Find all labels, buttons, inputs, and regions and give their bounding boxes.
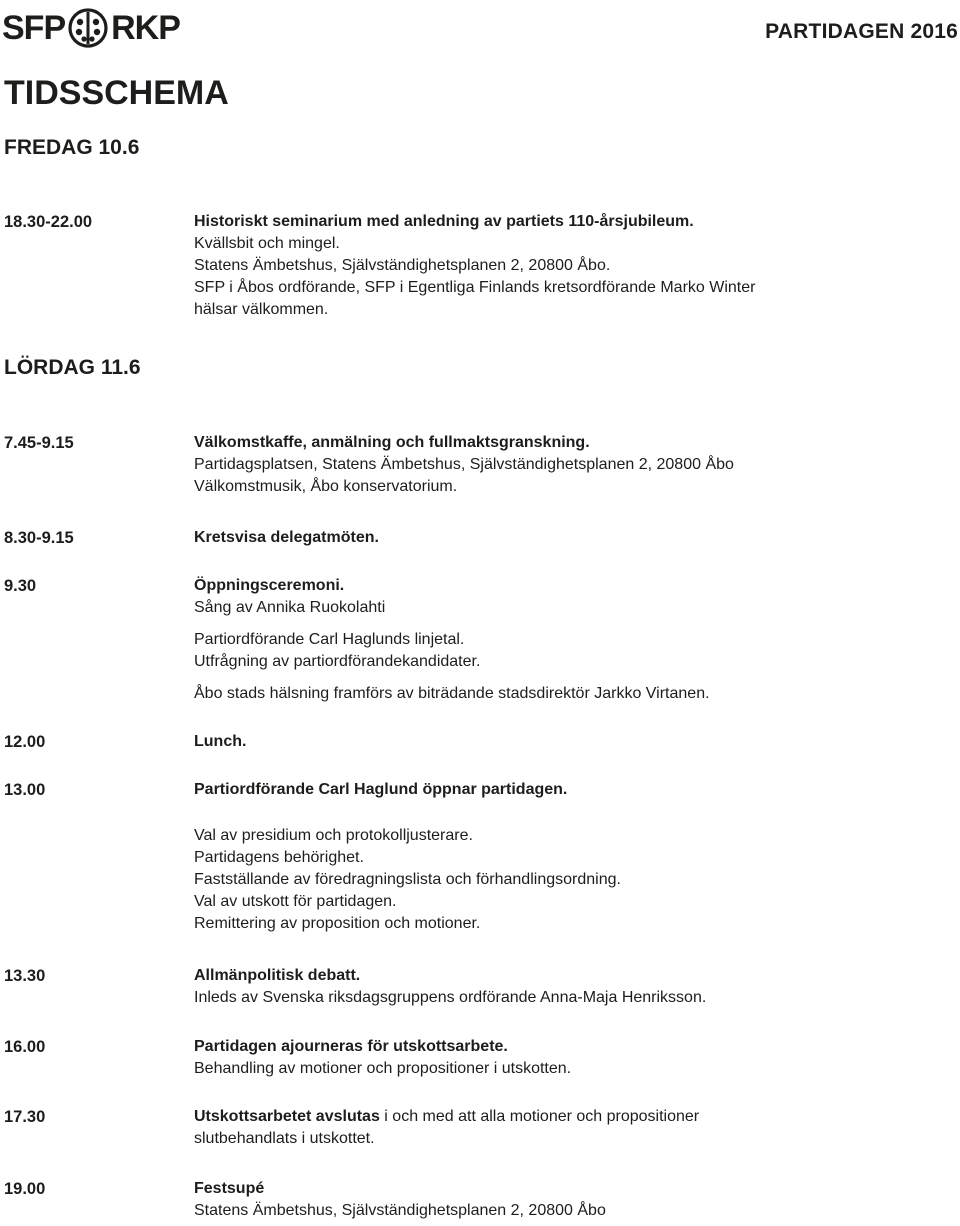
item-detail: Partiordförande Carl Haglunds linjetal. [194, 631, 465, 648]
item-title: Historiskt seminarium med anledning av partiets 110-årsjubileum. [194, 213, 694, 230]
item-time: 8.30-9.15 [4, 529, 74, 547]
item-time: 16.00 [4, 1038, 46, 1056]
item-time: 18.30-22.00 [4, 213, 93, 231]
event-title: PARTIDAGEN 2016 [765, 20, 958, 43]
item-detail: Val av presidium och protokolljusterare. [194, 827, 473, 844]
day-heading-friday: FREDAG 10.6 [4, 136, 140, 159]
item-time: 12.00 [4, 733, 46, 751]
item-title-continuation: i och med att alla motioner och propositioner [379, 1108, 700, 1125]
item-detail: SFP i Åbos ordförande, SFP i Egentliga Finlands kretsordförande Marko Winter [194, 279, 756, 296]
item-title: Festsupé [194, 1180, 265, 1197]
item-time: 13.30 [4, 967, 46, 985]
item-time: 13.00 [4, 781, 46, 799]
item-title: Partiordförande Carl Haglund öppnar partidagen. [194, 781, 568, 798]
item-detail: Kvällsbit och mingel. [194, 235, 340, 252]
item-title: Öppningsceremoni. [194, 577, 345, 594]
item-title: Utskottsarbetet avslutas [194, 1108, 380, 1125]
logo-text-rkp: RKP [111, 9, 180, 47]
item-detail: Remittering av proposition och motioner. [194, 915, 481, 932]
item-title: Allmänpolitisk debatt. [194, 967, 361, 984]
ladybug-icon [68, 8, 108, 48]
page-title: TIDSSCHEMA [4, 74, 229, 112]
item-detail: Partidagsplatsen, Statens Ämbetshus, Självständighetsplanen 2, 20800 Åbo [194, 456, 734, 473]
item-title: Partidagen ajourneras för utskottsarbete. [194, 1038, 508, 1055]
item-time: 9.30 [4, 577, 37, 595]
item-detail: Utfrågning av partiordförandekandidater. [194, 653, 481, 670]
item-detail: Välkomstmusik, Åbo konservatorium. [194, 478, 458, 495]
item-time: 19.00 [4, 1180, 46, 1198]
item-detail: Inleds av Svenska riksdagsgruppens ordförande Anna-Maja Henriksson. [194, 989, 707, 1006]
logo-text-sfp: SFP [2, 9, 66, 47]
party-logo [2, 8, 180, 48]
item-detail: Sång av Annika Ruokolahti [194, 599, 386, 616]
item-detail [194, 1106, 954, 1128]
item-detail: Val av utskott för partidagen. [194, 893, 397, 910]
item-detail: Behandling av motioner och propositioner i utskotten. [194, 1060, 572, 1077]
item-detail: hälsar välkommen. [194, 301, 329, 318]
item-detail: Åbo stads hälsning framförs av biträdande stadsdirektör Jarkko Virtanen. [194, 685, 710, 702]
item-title: Kretsvisa delegatmöten. [194, 529, 379, 546]
item-detail: Fastställande av föredragningslista och förhandlingsordning. [194, 871, 621, 888]
item-time: 17.30 [4, 1108, 46, 1126]
item-title: Lunch. [194, 733, 247, 750]
item-detail: Partidagens behörighet. [194, 849, 364, 866]
item-time: 7.45-9.15 [4, 434, 74, 452]
item-detail: Statens Ämbetshus, Självständighetsplanen 2, 20800 Åbo [194, 1202, 606, 1219]
item-title: Välkomstkaffe, anmälning och fullmaktsgranskning. [194, 434, 590, 451]
day-heading-saturday: LÖRDAG 11.6 [4, 356, 141, 379]
item-detail: Statens Ämbetshus, Självständighetsplanen 2, 20800 Åbo. [194, 257, 611, 274]
item-detail: slutbehandlats i utskottet. [194, 1130, 375, 1147]
